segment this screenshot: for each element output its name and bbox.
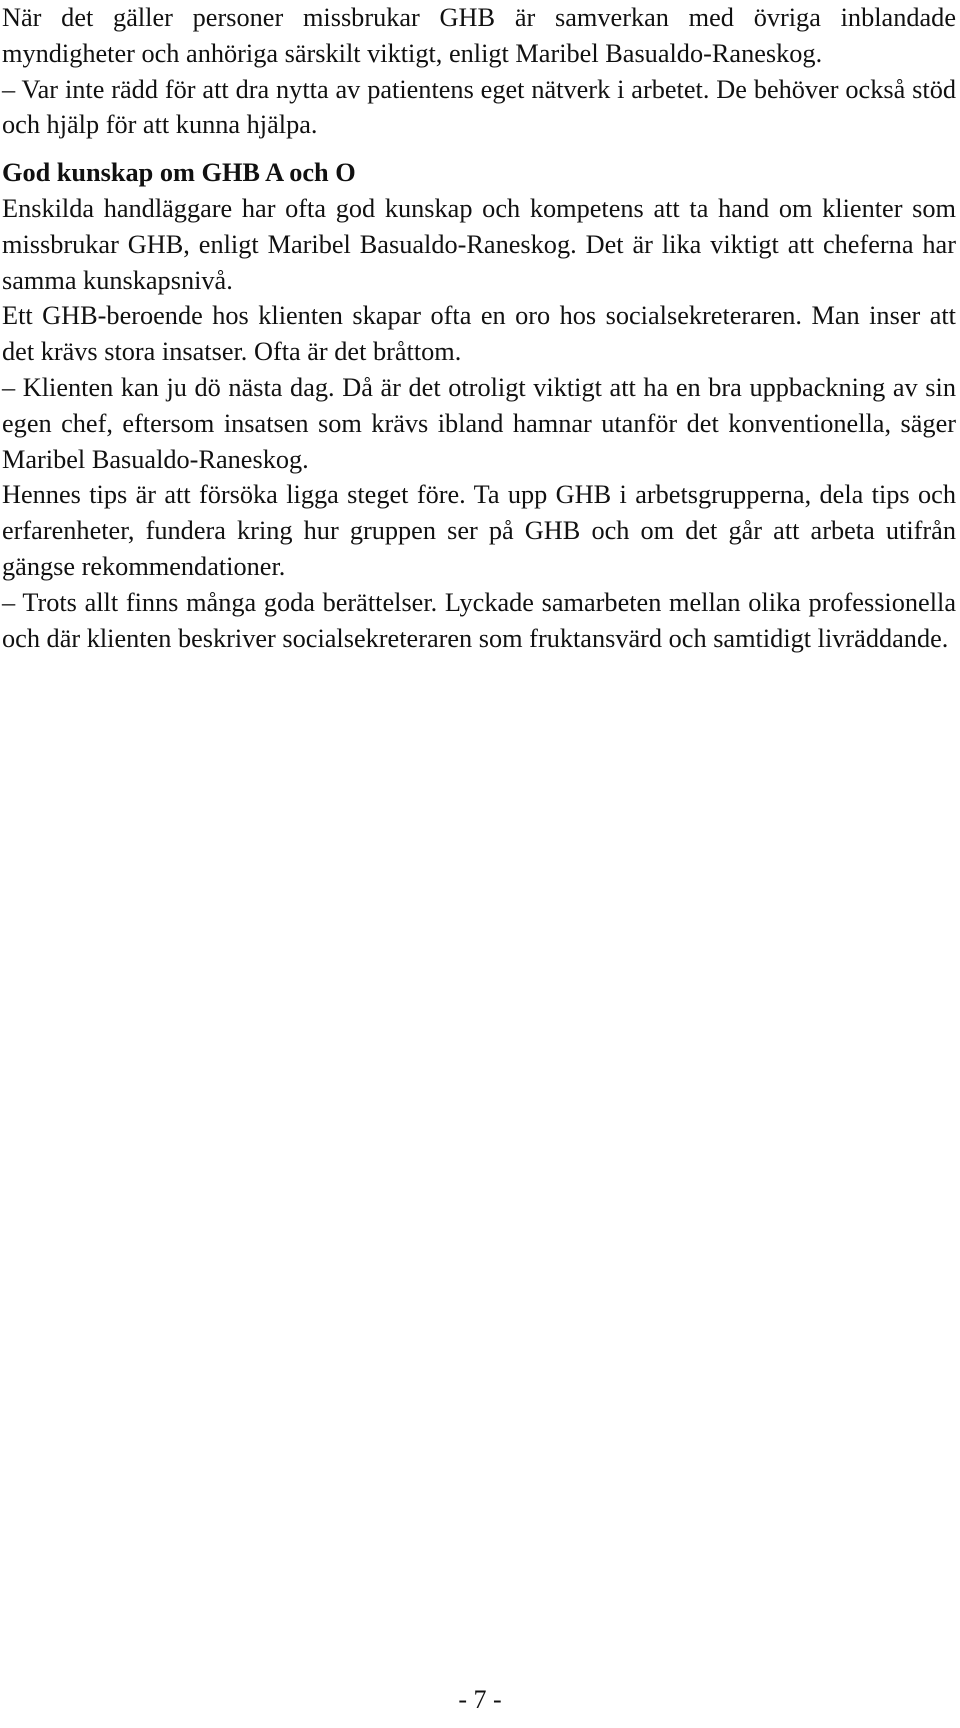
- paragraph-quote-network: – Var inte rädd för att dra nytta av patientens eget nätverk i arbetet. De behöver också stöd och hjälp för att kunna hjälpa.: [2, 74, 956, 140]
- paragraph-quote-support: – Klienten kan ju dö nästa dag. Då är det otroligt viktigt att ha en bra uppbackning av sin egen chef, eftersom insatsen som krävs ibland hamnar utanför det konventionella, säger Maribel Basualdo-Raneskog.: [2, 372, 956, 474]
- paragraph-worry: Ett GHB-beroende hos klienten skapar ofta en oro hos socialsekreteraren. Man inser att det krävs stora insatser. Ofta är det bråttom.: [2, 301, 956, 367]
- paragraph-intro: När det gäller personer missbrukar GHB är samverkan med övriga inblandade myndigheter och anhöriga särskilt viktigt, enligt Maribel Basualdo-Raneskog.: [2, 3, 956, 68]
- paragraph-knowledge: Enskilda handläggare har ofta god kunskap och kompetens att ta hand om klienter som missbrukar GHB, enligt Maribel Basualdo-Raneskog. Det är lika viktigt att cheferna har samma kunskapsnivå.: [2, 193, 956, 295]
- page-number: - 7 -: [458, 1685, 502, 1714]
- paragraph-tips: Hennes tips är att försöka ligga steget före. Ta upp GHB i arbetsgrupperna, dela tips och erfarenheter, fundera kring hur gruppen ser på GHB och om det går att arbeta utifrån gängse rekommendationer.: [2, 480, 956, 581]
- section-heading: God kunskap om GHB A och O: [2, 158, 356, 188]
- article-body: [2, 0, 956, 656]
- paragraph-quote-stories: – Trots allt finns många goda berättelser. Lyckade samarbeten mellan olika professionella och där klienten beskriver socialsekreteraren som fruktansvärd och samtidigt livräddande.: [2, 587, 956, 653]
